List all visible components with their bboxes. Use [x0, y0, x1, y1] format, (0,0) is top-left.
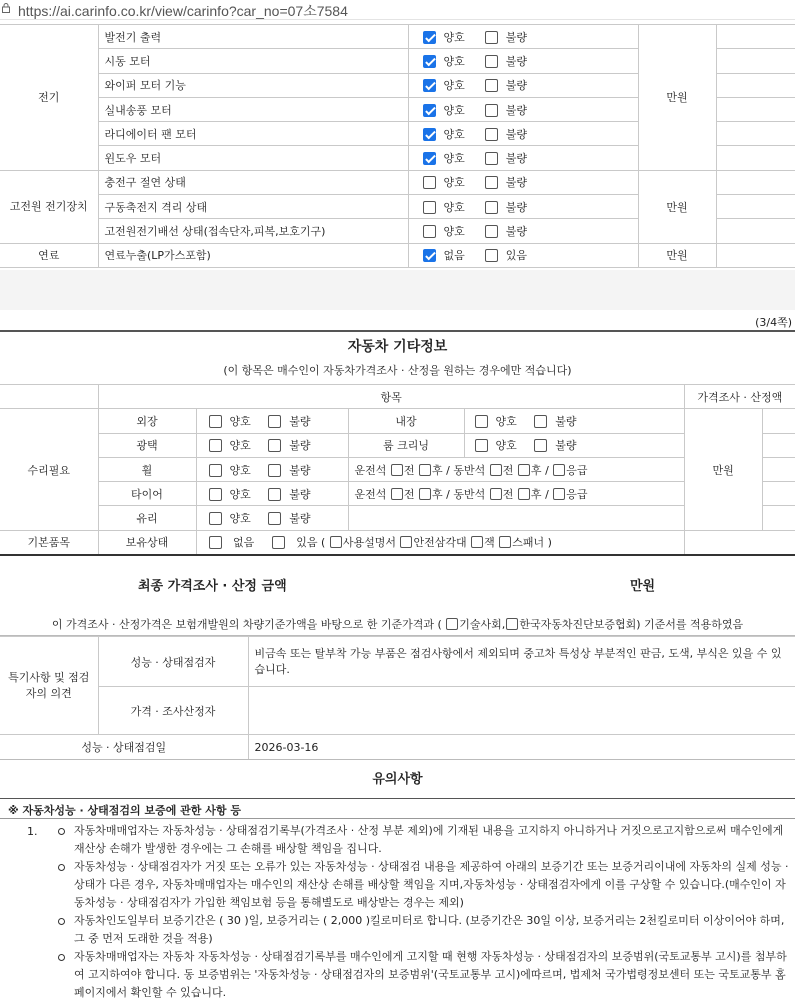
notice-section-title: ※ 자동차성능 · 상태점검의 보증에 관한 사항 등	[8, 804, 241, 817]
status-options: 양호 불량	[408, 97, 638, 121]
row-label-room-cleaning: 룸 크리닝	[348, 433, 464, 457]
checkbox-icon[interactable]	[423, 152, 436, 165]
price-input-cell[interactable]	[762, 457, 795, 481]
item-label: 고전원전기배선 상태(접속단자,피복,보호기구)	[98, 219, 408, 243]
extra-info-section	[0, 330, 795, 1001]
item-label: 시동 모터	[98, 49, 408, 73]
page-indicator: (3/4쪽)	[755, 316, 792, 329]
exterior-options: 양호 불량	[196, 409, 348, 433]
notice-list	[56, 822, 789, 1001]
checkbox-icon[interactable]	[471, 536, 483, 548]
status-options: 양호 불량	[408, 195, 638, 219]
final-price-title: 최종 가격조사 · 산정 금액	[138, 579, 287, 594]
col-item-header: 항목	[98, 385, 684, 409]
list-item: 자동차매매업자는 자동차 자동차성능 · 상태점검기록부를 매수인에게 고지할 때 현행 자동차성능 · 상태점검자의 보증범위(국토교통부 고시)를 첨부하여 고지하여야 합니다. 동 보증범위는 '자동차성능 · 상태점검자의 보증범위'(국토교통부 고시)에따르며, 법제처 국가법령정보센터 또는 국토교통부 홈페이지에서 확인할 수 있습니다.	[56, 948, 789, 1001]
won-unit: 만원	[638, 25, 716, 171]
browser-address-bar[interactable]	[0, 0, 795, 20]
checkbox-icon[interactable]	[423, 104, 436, 117]
basic-items-category: 기본품목	[0, 530, 98, 554]
checkbox-icon[interactable]	[423, 201, 436, 214]
checkbox-icon[interactable]	[485, 152, 498, 165]
item-label: 와이퍼 모터 기능	[98, 73, 408, 97]
checkbox-icon[interactable]	[534, 415, 547, 428]
item-label: 충전구 절연 상태	[98, 170, 408, 194]
price-input-cell[interactable]	[716, 219, 795, 243]
status-options: 없음 있음	[408, 243, 638, 267]
price-input-cell[interactable]	[716, 49, 795, 73]
appraiser-opinion-text	[248, 687, 795, 735]
checkbox-icon[interactable]	[553, 464, 565, 476]
checkbox-icon[interactable]	[419, 464, 431, 476]
opinion-category: 특기사항 및 점검자의 의견	[0, 637, 98, 735]
checkbox-icon[interactable]	[330, 536, 342, 548]
checkbox-icon[interactable]	[485, 31, 498, 44]
checkbox-icon[interactable]	[419, 488, 431, 500]
checkbox-icon[interactable]	[423, 128, 436, 141]
checkbox-icon[interactable]	[423, 176, 436, 189]
checkbox-icon[interactable]	[423, 79, 436, 92]
room-cleaning-options: 양호 불량	[464, 433, 684, 457]
checkbox-icon[interactable]	[518, 488, 530, 500]
checkbox-icon[interactable]	[518, 464, 530, 476]
item-label: 라디에이터 팬 모터	[98, 122, 408, 146]
checkbox-icon[interactable]	[553, 488, 565, 500]
blank-cell	[684, 530, 795, 554]
tire-options: 양호 불량	[196, 482, 348, 506]
checkbox-icon[interactable]	[272, 536, 285, 549]
item-label: 구동축전지 격리 상태	[98, 195, 408, 219]
checkbox-icon[interactable]	[391, 488, 403, 500]
page-gap	[0, 270, 795, 310]
inspection-date-label: 성능 · 상태점검일	[0, 735, 248, 760]
inspector-label: 성능 · 상태점검자	[98, 637, 248, 687]
table-row	[0, 25, 795, 49]
price-input-cell[interactable]	[762, 506, 795, 530]
category-label: 연료	[0, 243, 98, 267]
blank-cell	[0, 385, 98, 409]
inspector-opinion-text: 비금속 또는 탈부착 가능 부품은 점검사항에서 제외되며 중고차 특성상 부분적인 판금, 도색, 부식은 있을 수 있습니다.	[248, 637, 795, 687]
won-unit: 만원	[638, 170, 716, 243]
checkbox-icon[interactable]	[485, 201, 498, 214]
checkbox-icon[interactable]	[534, 439, 547, 452]
opinion-table	[0, 636, 795, 760]
row-label-exterior: 외장	[98, 409, 196, 433]
col-price-header: 가격조사 · 산정액	[684, 385, 795, 409]
status-options: 양호 불량	[408, 49, 638, 73]
final-price-block	[0, 554, 795, 636]
item-label: 윈도우 모터	[98, 146, 408, 170]
checkbox-icon[interactable]	[423, 225, 436, 238]
notice-number: 1.	[27, 825, 38, 838]
checkbox-icon[interactable]	[506, 618, 518, 630]
list-item: 자동차인도일부터 보증기간은 ( 30 )일, 보증거리는 ( 2,000 )킬로미터로 합니다. (보증기간은 30일 이상, 보증거리는 2천킬로미터 이상이어야 하며, 그 중 먼저 도래한 것을 적용)	[56, 912, 789, 948]
checkbox-icon[interactable]	[209, 439, 222, 452]
won-unit: 만원	[638, 243, 716, 267]
list-item: 자동차성능 · 상태점검자가 거짓 또는 오류가 있는 자동차성능 · 상태점검 내용을 제공하여 아래의 보증기간 또는 보증거리이내에 자동차의 실제 성능 · 상태가 다른 경우, 자동차매매업자는 매수인의 재산상 손해를 배상할 책임을 지며,자동차성능 · 상태점검자에게 이를 구상할 수 있습니다.(매수인이 자동차성능 · 상태점검자가 가입한 책임보험 등을 통해별도로 배상받는 경우는 제외)	[56, 858, 789, 912]
basic-items-options: 없음 있음 ( 사용설명서 안전삼각대 잭 스패너 )	[196, 530, 684, 554]
checkbox-icon[interactable]	[209, 512, 222, 525]
repair-won-unit: 만원	[684, 409, 762, 530]
price-input-cell[interactable]	[716, 146, 795, 170]
checkbox-icon[interactable]	[490, 464, 502, 476]
row-label-keep-status: 보유상태	[98, 530, 196, 554]
price-input-cell[interactable]	[762, 482, 795, 506]
checkbox-icon[interactable]	[209, 415, 222, 428]
final-price-note: 이 가격조사 · 산정가격은 보험개발원의 차량기준가액을 바탕으로 한 기준가격과 ( 기술사회, 한국자동차진단보증협회) 기준서를 적용하였음	[51, 618, 744, 631]
checkbox-icon[interactable]	[485, 176, 498, 189]
checkbox-icon[interactable]	[268, 488, 281, 501]
extra-info-subtitle: (이 항목은 매수인이 자동차가격조사 · 산정을 원하는 경우에만 적습니다)	[223, 364, 572, 377]
table-row	[0, 170, 795, 194]
checkbox-icon[interactable]	[446, 618, 458, 630]
price-input-cell[interactable]	[716, 170, 795, 194]
item-label: 실내송풍 모터	[98, 97, 408, 121]
price-input-cell[interactable]	[716, 122, 795, 146]
repair-category: 수리필요	[0, 409, 98, 530]
checkbox-icon[interactable]	[209, 488, 222, 501]
category-label: 전기	[0, 25, 98, 171]
checkbox-icon[interactable]	[475, 415, 488, 428]
checkbox-icon[interactable]	[485, 225, 498, 238]
appraiser-label: 가격 · 조사산정자	[98, 687, 248, 735]
row-label-tire: 타이어	[98, 482, 196, 506]
status-options: 양호 불량	[408, 73, 638, 97]
electric-inspection-table	[0, 24, 795, 268]
checkbox-icon[interactable]	[268, 464, 281, 477]
interior-options: 양호 불량	[464, 409, 684, 433]
gloss-options: 양호 불량	[196, 433, 348, 457]
lock-icon	[2, 3, 10, 13]
price-input-cell[interactable]	[716, 97, 795, 121]
row-label-interior: 내장	[348, 409, 464, 433]
checkbox-icon[interactable]	[485, 104, 498, 117]
checkbox-icon[interactable]	[423, 249, 436, 262]
price-input-cell[interactable]	[762, 409, 795, 433]
url-text[interactable]: https://ai.carinfo.co.kr/view/carinfo?car_no=07소7584	[18, 3, 348, 19]
checkbox-icon[interactable]	[268, 415, 281, 428]
item-label: 발전기 출력	[98, 25, 408, 49]
checkbox-icon[interactable]	[423, 31, 436, 44]
checkbox-icon[interactable]	[475, 439, 488, 452]
checkbox-icon[interactable]	[485, 128, 498, 141]
divider	[0, 818, 795, 819]
price-input-cell[interactable]	[762, 433, 795, 457]
checkbox-icon[interactable]	[490, 488, 502, 500]
checkbox-icon[interactable]	[485, 249, 498, 262]
extra-info-table	[0, 384, 795, 555]
price-input-cell[interactable]	[716, 73, 795, 97]
checkbox-icon[interactable]	[485, 55, 498, 68]
inspection-date-value: 2026-03-16	[248, 735, 795, 760]
glass-options: 양호 불량	[196, 506, 348, 530]
list-item: 자동차매매업자는 자동차성능 · 상태점검기록부(가격조사 · 산정 부분 제외)에 기재된 내용을 고지하지 아니하거나 거짓으로고지함으로써 매수인에게 재산상 손해가 발생한 경우에는 그 손해를 배상할 책임을 집니다.	[56, 822, 789, 858]
status-options: 양호 불량	[408, 219, 638, 243]
extra-info-title: 자동차 기타정보	[347, 339, 448, 355]
status-options: 양호 불량	[408, 170, 638, 194]
table-row	[0, 243, 795, 267]
status-options: 양호 불량	[408, 25, 638, 49]
checkbox-icon[interactable]	[391, 464, 403, 476]
price-input-cell[interactable]	[716, 195, 795, 219]
checkbox-icon[interactable]	[485, 79, 498, 92]
category-label: 고전원 전기장치	[0, 170, 98, 243]
checkbox-icon[interactable]	[209, 464, 222, 477]
wheel-position-options: 운전석 전 후 / 동반석 전 후 / 응급	[348, 457, 684, 481]
checkbox-icon[interactable]	[209, 536, 222, 549]
final-price-unit: 만원	[630, 579, 656, 594]
checkbox-icon[interactable]	[423, 55, 436, 68]
checkbox-icon[interactable]	[268, 512, 281, 525]
checkbox-icon[interactable]	[400, 536, 412, 548]
row-label-wheel: 휠	[98, 457, 196, 481]
tire-position-options: 운전석 전 후 / 동반석 전 후 / 응급	[348, 482, 684, 506]
blank-cell	[348, 506, 684, 530]
checkbox-icon[interactable]	[499, 536, 511, 548]
row-label-glass: 유리	[98, 506, 196, 530]
price-input-cell[interactable]	[716, 243, 795, 267]
item-label: 연료누출(LP가스포함)	[98, 243, 408, 267]
wheel-options: 양호 불량	[196, 457, 348, 481]
row-label-gloss: 광택	[98, 433, 196, 457]
status-options: 양호 불량	[408, 122, 638, 146]
price-input-cell[interactable]	[716, 25, 795, 49]
status-options: 양호 불량	[408, 146, 638, 170]
notice-title: 유의사항	[0, 759, 795, 799]
checkbox-icon[interactable]	[268, 439, 281, 452]
